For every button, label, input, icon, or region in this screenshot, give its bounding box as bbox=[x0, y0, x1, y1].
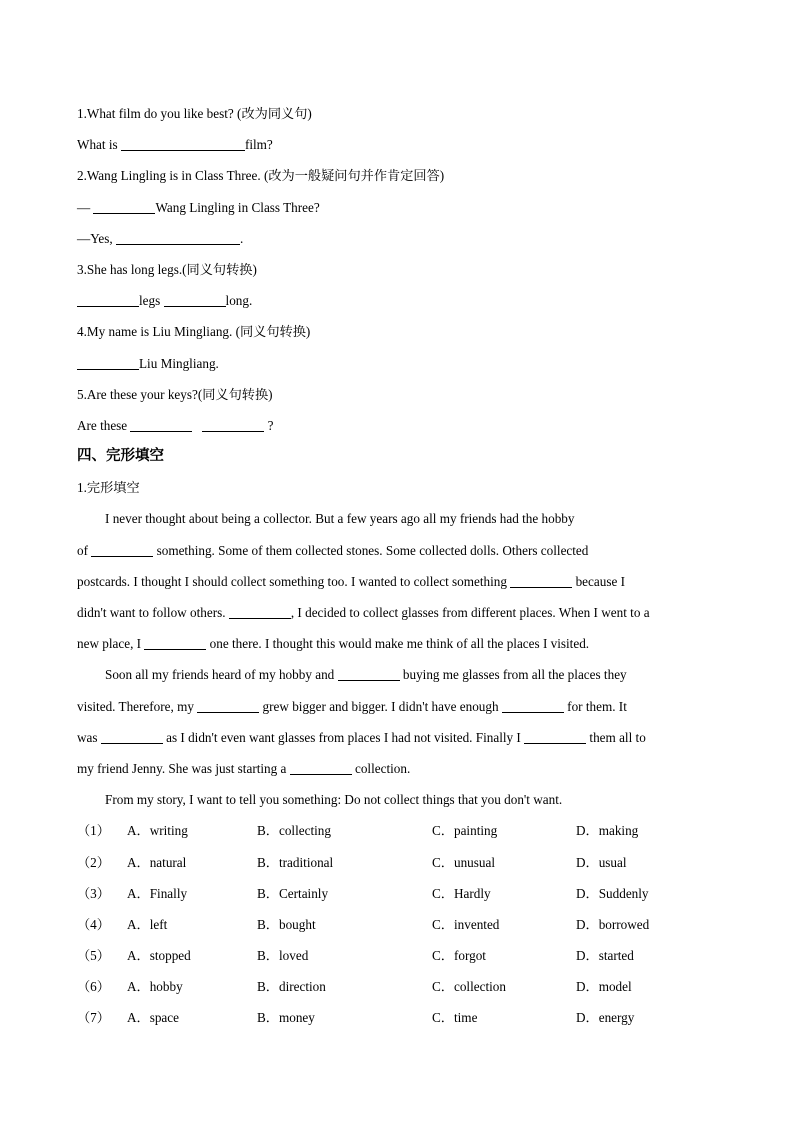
option-d[interactable]: D．started bbox=[576, 948, 634, 964]
answer-text: long. bbox=[225, 293, 253, 309]
cloze-blank-2[interactable] bbox=[510, 574, 572, 588]
option-row bbox=[77, 815, 727, 846]
question-1-prompt: 1.What film do you like best? (改为同义句) bbox=[77, 106, 312, 121]
passage-text: of bbox=[77, 542, 92, 558]
question-5-prompt: 5.Are these your keys?(同义句转换) bbox=[77, 386, 273, 402]
option-b[interactable]: B．collecting bbox=[257, 823, 331, 839]
cloze-blank-5[interactable] bbox=[338, 667, 400, 681]
passage-text: grew bigger and bigger. I didn't have enough bbox=[259, 698, 502, 714]
passage-text: postcards. I thought I should collect something too. I wanted to collect something bbox=[77, 573, 511, 589]
worksheet-page bbox=[77, 98, 727, 1034]
option-row bbox=[77, 940, 727, 971]
answer-text: Wang Lingling in Class Three? bbox=[155, 199, 320, 215]
question-3-prompt: 3.She has long legs.(同义句转换) bbox=[77, 261, 257, 277]
option-a[interactable]: A．writing bbox=[127, 823, 188, 839]
option-c[interactable]: C．time bbox=[432, 1010, 478, 1026]
option-c[interactable]: C．collection bbox=[432, 979, 506, 995]
cloze-blank-8[interactable] bbox=[101, 730, 163, 744]
passage-text: one there. I thought this would make me think of all the places I visited. bbox=[206, 636, 590, 652]
cloze-blank-6[interactable] bbox=[197, 699, 259, 713]
passage-text: , I decided to collect glasses from different places. When I went to a bbox=[290, 605, 650, 620]
passage-text: was bbox=[77, 729, 101, 745]
answer-text: film? bbox=[244, 137, 273, 153]
passage-text: as I didn't even want glasses from places I had not visited. Finally I bbox=[162, 729, 525, 745]
option-row bbox=[77, 1002, 727, 1033]
option-a[interactable]: A．natural bbox=[127, 854, 187, 870]
option-number: （3） bbox=[77, 885, 110, 901]
option-b[interactable]: B．traditional bbox=[257, 854, 334, 870]
answer-blank[interactable] bbox=[116, 231, 240, 245]
option-d[interactable]: D．Suddenly bbox=[576, 885, 649, 901]
option-d[interactable]: D．usual bbox=[576, 854, 627, 870]
option-number: （6） bbox=[77, 979, 110, 995]
answer-blank[interactable] bbox=[202, 418, 264, 432]
passage-text: something. Some of them collected stones. Some collected dolls. Others collected bbox=[153, 542, 589, 558]
answer-blank[interactable] bbox=[121, 137, 245, 151]
option-c[interactable]: C．forgot bbox=[432, 948, 486, 964]
cloze-blank-10[interactable] bbox=[290, 761, 352, 775]
question-4-prompt: 4.My name is Liu Mingliang. (同义句转换) bbox=[77, 324, 311, 340]
passage-line: I never thought about being a collector. But a few years ago all my friends had the hobby bbox=[105, 511, 575, 527]
section-heading: 四、完形填空 bbox=[77, 448, 164, 465]
answer-blank[interactable] bbox=[164, 293, 226, 307]
answer-blank[interactable] bbox=[77, 293, 139, 307]
option-number: （1） bbox=[77, 823, 110, 839]
option-c[interactable]: C．Hardly bbox=[432, 885, 491, 901]
option-b[interactable]: B．loved bbox=[257, 948, 309, 964]
answer-blank[interactable] bbox=[130, 418, 192, 432]
passage-text: new place, I bbox=[77, 636, 145, 652]
option-d[interactable]: D．borrowed bbox=[576, 916, 650, 932]
option-a[interactable]: A．Finally bbox=[127, 885, 188, 901]
option-a[interactable]: A．stopped bbox=[127, 948, 191, 964]
question-2-prompt: 2.Wang Lingling is in Class Three. (改为一般疑问句并作肯定回答) bbox=[77, 168, 445, 184]
passage-text: for them. It bbox=[563, 698, 627, 714]
options-list bbox=[77, 815, 727, 1033]
answer-text: —Yes, bbox=[77, 230, 116, 246]
cloze-blank-3[interactable] bbox=[229, 605, 291, 619]
passage-line bbox=[77, 753, 727, 784]
passage-line bbox=[77, 691, 727, 722]
answer-text: Are these bbox=[77, 417, 131, 433]
passage-line bbox=[77, 566, 727, 597]
passage-text: visited. Therefore, my bbox=[77, 698, 198, 714]
answer-text: What is bbox=[77, 137, 121, 153]
answer-blank[interactable] bbox=[77, 356, 139, 370]
section-subheading: 1.完形填空 bbox=[77, 480, 140, 496]
passage-text: didn't want to follow others. bbox=[77, 605, 229, 620]
option-row bbox=[77, 847, 727, 878]
option-row bbox=[77, 878, 727, 909]
option-b[interactable]: B．Certainly bbox=[257, 885, 329, 901]
option-number: （2） bbox=[77, 854, 110, 870]
passage-line: From my story, I want to tell you something: Do not collect things that you don't want. bbox=[105, 792, 563, 808]
question-3-answer bbox=[77, 285, 727, 316]
passage-text: collection. bbox=[351, 760, 411, 776]
question-2-answer-a bbox=[77, 192, 727, 223]
option-c[interactable]: C．painting bbox=[432, 823, 498, 839]
option-a[interactable]: A．hobby bbox=[127, 979, 183, 995]
answer-text: legs bbox=[139, 293, 164, 309]
question-5-answer bbox=[77, 410, 727, 441]
passage-text: Soon all my friends heard of my hobby and bbox=[105, 667, 338, 683]
passage-line bbox=[77, 659, 727, 690]
answer-blank[interactable] bbox=[93, 200, 155, 214]
cloze-blank-9[interactable] bbox=[524, 730, 586, 744]
option-b[interactable]: B．money bbox=[257, 1010, 315, 1026]
passage-line bbox=[77, 535, 727, 566]
passage-text: because I bbox=[572, 573, 625, 589]
passage-line bbox=[77, 722, 727, 753]
passage-line bbox=[77, 628, 727, 659]
question-2-answer-b bbox=[77, 223, 727, 254]
option-d[interactable]: D．energy bbox=[576, 1010, 635, 1026]
question-4-answer bbox=[77, 348, 727, 379]
option-b[interactable]: B．bought bbox=[257, 916, 316, 932]
option-d[interactable]: D．making bbox=[576, 823, 639, 839]
answer-text: Liu Mingliang. bbox=[139, 355, 219, 371]
option-a[interactable]: A．left bbox=[127, 916, 168, 932]
option-number: （5） bbox=[77, 948, 110, 964]
option-a[interactable]: A．space bbox=[127, 1010, 179, 1026]
passage-text: buying me glasses from all the places they bbox=[399, 667, 627, 683]
option-d[interactable]: D．model bbox=[576, 979, 632, 995]
option-row bbox=[77, 971, 727, 1002]
answer-text: ? bbox=[264, 417, 274, 433]
question-1-answer bbox=[77, 129, 727, 160]
cloze-blank-1[interactable] bbox=[91, 543, 153, 557]
option-b[interactable]: B．direction bbox=[257, 979, 326, 995]
answer-text: . bbox=[239, 230, 244, 246]
option-c[interactable]: C．unusual bbox=[432, 854, 496, 870]
passage-text: them all to bbox=[586, 729, 646, 745]
cloze-blank-4[interactable] bbox=[144, 636, 206, 650]
passage-line bbox=[77, 597, 727, 628]
cloze-blank-7[interactable] bbox=[502, 699, 564, 713]
option-c[interactable]: C．invented bbox=[432, 916, 500, 932]
answer-text: — bbox=[77, 199, 94, 215]
option-number: （4） bbox=[77, 916, 110, 932]
option-row bbox=[77, 909, 727, 940]
passage-text: my friend Jenny. She was just starting a bbox=[77, 760, 290, 776]
option-number: （7） bbox=[77, 1010, 110, 1026]
